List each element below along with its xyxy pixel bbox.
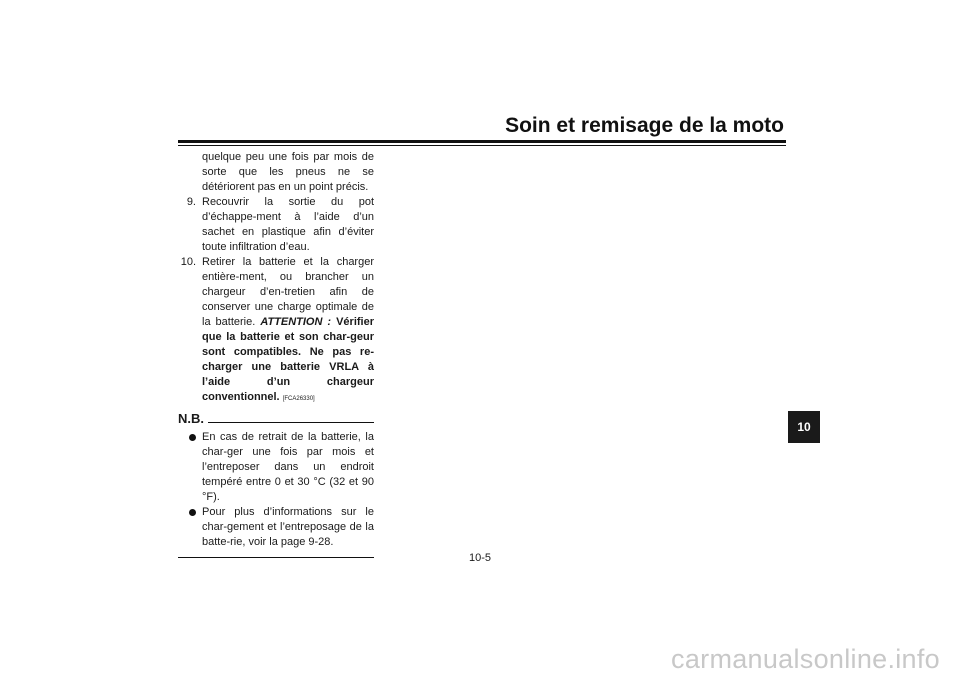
step-number: 10. bbox=[180, 256, 196, 268]
step-9 bbox=[172, 195, 374, 255]
step-text: Retirer la batterie et la charger entière-ment, ou brancher un chargeur d’en-tretien afin de conserver une charge optimale de la batterie. bbox=[202, 256, 374, 328]
intro-paragraph: quelque peu une fois par mois de sorte que les pneus ne se détériorent pas en un point précis. bbox=[202, 151, 374, 193]
step-text: Recouvrir la sortie du pot d’échappe-ment à l’aide d’un sachet en plastique afin d’éviter toute infiltration d’eau. bbox=[202, 196, 374, 253]
bullet-dot-icon bbox=[189, 434, 196, 441]
list-item bbox=[172, 505, 374, 550]
note-text: En cas de retrait de la batterie, la char-ger une fois par mois et l’entreposer dans un endroit tempéré entre 0 et 30 °C (32 et 90 °F). bbox=[202, 431, 374, 503]
note-label: N.B. bbox=[178, 411, 204, 426]
bullet-dot-icon bbox=[189, 509, 196, 516]
list-item bbox=[172, 430, 374, 505]
step-number: 9. bbox=[186, 196, 196, 208]
note-text: Pour plus d’informations sur le char-gement et l’entreposage de la batte-rie, voir la page 9-28. bbox=[202, 506, 374, 548]
header-rule-thin bbox=[178, 145, 786, 146]
caution-label: ATTENTION : bbox=[260, 316, 332, 328]
watermark: carmanualsonline.info bbox=[671, 644, 940, 674]
caution-block bbox=[202, 316, 374, 403]
section-tab: 10 bbox=[788, 411, 820, 443]
page-title: Soin et remisage de la moto bbox=[505, 114, 784, 137]
note-list bbox=[172, 430, 374, 550]
note-header bbox=[172, 410, 374, 426]
body-column bbox=[172, 150, 374, 558]
step-10 bbox=[172, 255, 374, 407]
page-number: 10-5 bbox=[468, 552, 492, 564]
note-rule bbox=[208, 422, 374, 423]
caution-code: [FCA26330] bbox=[282, 396, 315, 402]
header-rule-thick bbox=[178, 140, 786, 143]
caution-text: Vérifier que la batterie et son char-geur sont compatibles. Ne pas re-charger une batterie VRLA à l’aide d’un chargeur conventionnel. bbox=[202, 316, 375, 403]
